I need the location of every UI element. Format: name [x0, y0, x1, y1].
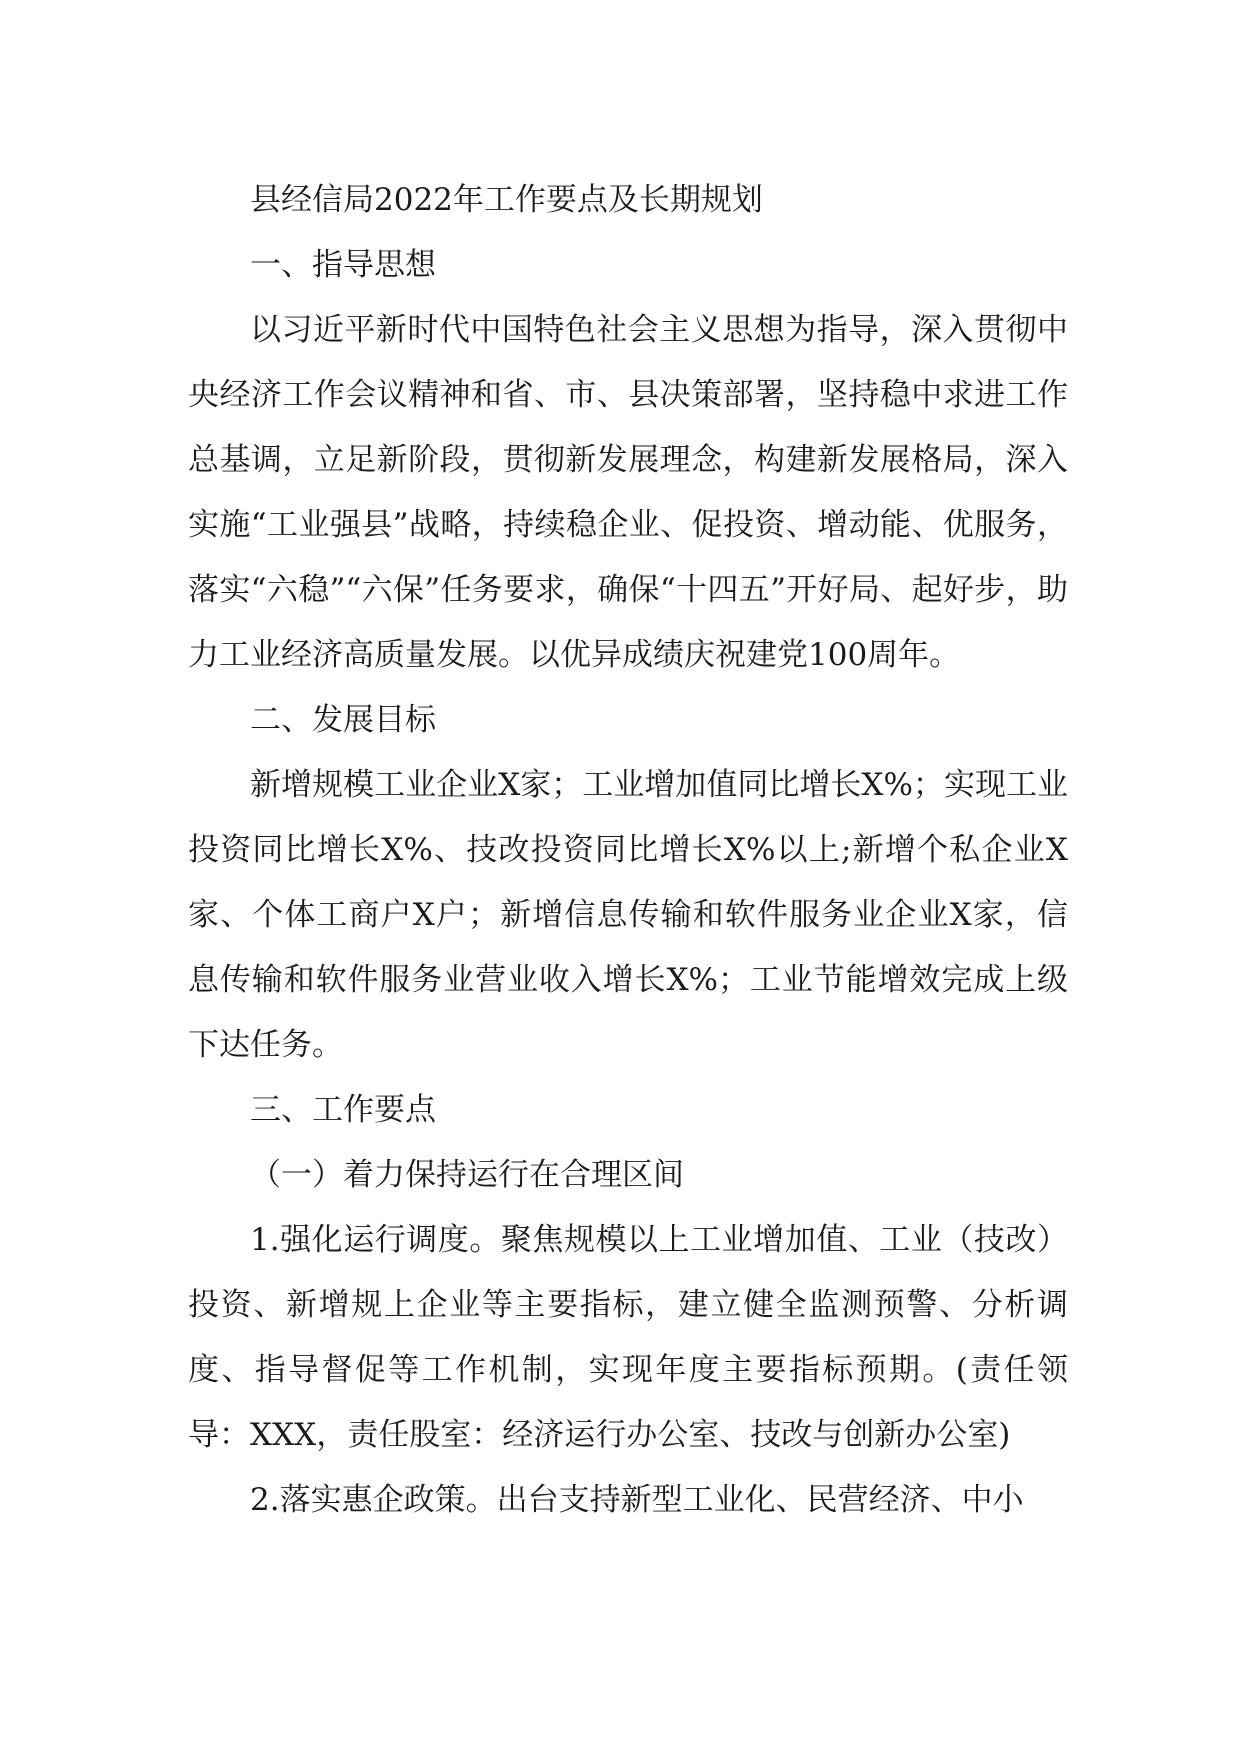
section-heading-guiding-ideology: 一、指导思想 [250, 247, 436, 283]
section-heading-work-points: 三、工作要点 [250, 1092, 436, 1128]
list-item-implement-policies: 2.落实惠企政策。出台支持新型工业化、民营经济、中小 [250, 1482, 1024, 1518]
document-body [188, 168, 1068, 1533]
section-heading-development-goals: 二、发展目标 [250, 702, 436, 738]
paragraph-guiding-ideology: 以习近平新时代中国特色社会主义思想为指导，深入贯彻中央经济工作会议精神和省、市、县决策部署，坚持稳中求进工作总基调，立足新阶段，贯彻新发展理念，构建新发展格局，深入实施“工业强县”战略，持续稳企业、促投资、增动能、优服务，落实“六稳”“六保”任务要求，确保“十四五”开好局、起好步，助力工业经济高质量发展。以优异成绩庆祝建党100周年。 [188, 312, 1068, 673]
list-item-strengthen-scheduling: 1.强化运行调度。聚焦规模以上工业增加值、工业（技改）投资、新增规上企业等主要指标，建立健全监测预警、分析调度、指导督促等工作机制，实现年度主要指标预期。(责任领导：XXX，责任股室：经济运行办公室、技改与创新办公室) [188, 1222, 1068, 1453]
subsection-heading-operation: （一）着力保持运行在合理区间 [250, 1157, 684, 1193]
paragraph-development-goals: 新增规模工业企业X家；工业增加值同比增长X%；实现工业投资同比增长X%、技改投资同比增长X%以上;新增个私企业X家、个体工商户X户；新增信息传输和软件服务业企业X家，信息传输和软件服务业营业收入增长X%；工业节能增效完成上级下达任务。 [188, 767, 1068, 1063]
document-title: 县经信局2022年工作要点及长期规划 [250, 182, 763, 218]
